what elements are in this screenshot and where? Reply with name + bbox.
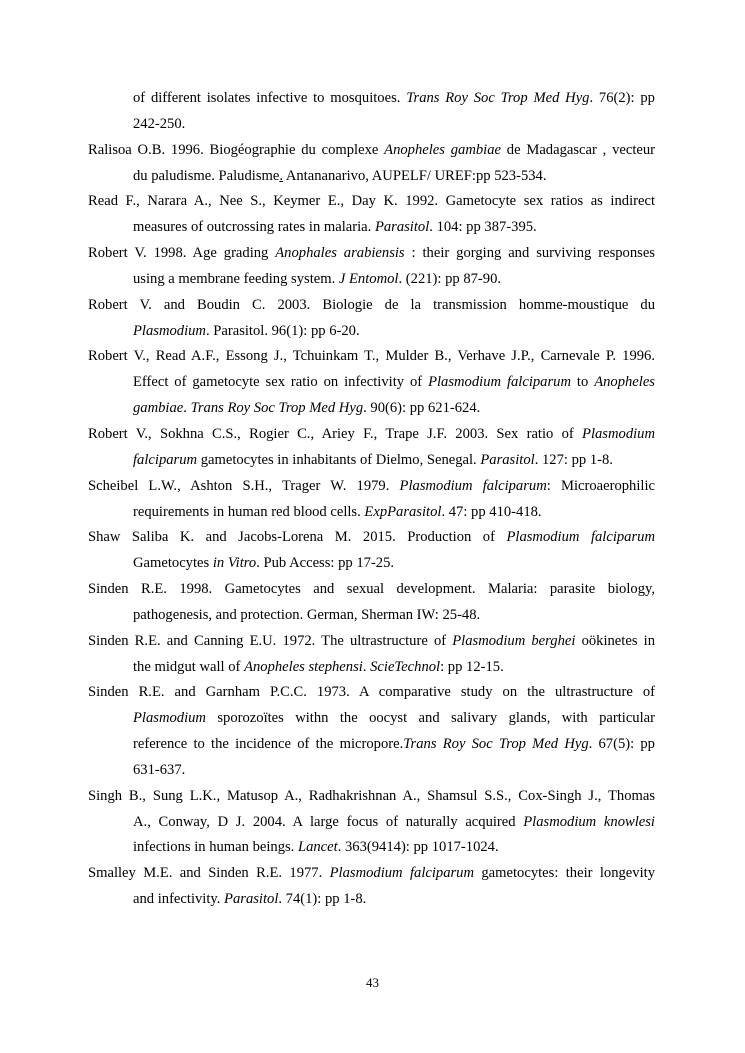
text-segment: Sinden R.E. and Garnham P.C.C. 1973. A comparative study on the ultrastructure of <box>88 684 655 701</box>
italic-text: ExpParasitol <box>364 503 442 520</box>
italic-text: gambiae <box>133 400 184 417</box>
italic-text: Plasmodium falciparum <box>506 529 655 546</box>
text-segment: de Madagascar , vecteur <box>501 141 656 158</box>
reference-line <box>88 138 655 164</box>
italic-text: Plasmodium berghei <box>452 632 576 649</box>
italic-text: Trans Roy Soc Trop Med Hyg <box>403 736 589 753</box>
reference-line <box>88 370 655 396</box>
text-segment: infections in human beings. <box>133 839 298 856</box>
text-segment: . Pub Access: pp 17-25. <box>256 555 395 572</box>
text-segment: Effect of gametocyte sex ratio on infectivity of <box>133 374 429 391</box>
reference-entry <box>88 474 655 526</box>
text-segment: . 104: pp 387-395. <box>429 219 537 236</box>
text-segment: Gametocytes <box>133 555 213 572</box>
italic-text: Plasmodium falciparum <box>428 374 571 391</box>
reference-entry <box>88 525 655 577</box>
reference-entry <box>88 629 655 681</box>
text-segment: and infectivity. <box>133 891 225 908</box>
text-segment: 242-250. <box>133 115 186 132</box>
reference-line <box>88 577 655 603</box>
text-segment: Robert V. 1998. Age grading <box>88 245 276 262</box>
italic-text: Plasmodium knowlesi <box>523 813 655 830</box>
reference-line <box>88 422 655 448</box>
text-segment: . 363(9414): pp 1017-1024. <box>337 839 499 856</box>
italic-text: Anopheles gambiae <box>384 141 501 158</box>
text-segment: oökinetes in <box>575 632 655 649</box>
italic-text: Plasmodium falciparum <box>329 865 475 882</box>
reference-line <box>88 215 655 241</box>
reference-line <box>88 344 655 370</box>
text-segment: gametocytes in inhabitants of Dielmo, Senegal. <box>197 451 481 468</box>
reference-line <box>88 241 655 267</box>
text-segment: Smalley M.E. and Sinden R.E. 1977. <box>88 865 330 882</box>
reference-line <box>88 655 655 681</box>
italic-text: Parasitol <box>480 451 535 468</box>
text-segment: . (221): pp 87-90. <box>398 270 502 287</box>
reference-line <box>88 784 655 810</box>
text-segment: using a membrane feeding system. <box>133 270 339 287</box>
text-segment: 631-637. <box>133 761 186 778</box>
italic-text: Trans Roy Soc Trop Med Hyg <box>190 400 364 417</box>
italic-text: ScieTechnol <box>370 658 441 675</box>
reference-line <box>88 680 655 706</box>
reference-entry <box>88 784 655 862</box>
text-segment: Robert V., Read A.F., Essong J., Tchuinkam T., Mulder B., Verhave J.P., Carnevale P. 1996. <box>88 348 655 365</box>
reference-entry <box>88 680 655 783</box>
text-segment: . <box>183 400 191 417</box>
reference-line <box>88 732 655 758</box>
reference-line <box>88 396 655 422</box>
reference-line <box>88 629 655 655</box>
text-segment: reference to the incidence of the micropore. <box>133 736 404 753</box>
text-segment: Read F., Narara A., Nee S., Keymer E., Day K. 1992. Gametocyte sex ratios as indirect <box>88 193 655 210</box>
italic-text: falciparum <box>133 451 198 468</box>
reference-line <box>88 525 655 551</box>
text-segment: . Parasitol. 96(1): pp 6-20. <box>205 322 360 339</box>
text-segment: measures of outcrossing rates in malaria. <box>133 219 375 236</box>
text-segment: . 90(6): pp 621-624. <box>363 400 481 417</box>
reference-entry <box>88 293 655 345</box>
text-segment: Sinden R.E. 1998. Gametocytes and sexual development. Malaria: parasite biology, <box>88 581 655 598</box>
text-segment: Scheibel L.W., Ashton S.H., Trager W. 1979. <box>88 477 400 494</box>
text-segment: Ralisoa O.B. 1996. Biogéographie du complexe <box>88 141 385 158</box>
text-segment: Shaw Saliba K. and Jacobs-Lorena M. 2015. Production of <box>88 529 507 546</box>
italic-text: Anopheles stephensi <box>244 658 363 675</box>
reference-entry <box>88 344 655 422</box>
reference-line <box>88 603 655 629</box>
reference-line <box>88 189 655 215</box>
reference-entry <box>88 422 655 474</box>
reference-line <box>88 86 655 112</box>
italic-text: Plasmodium <box>582 425 655 442</box>
reference-line <box>88 758 655 784</box>
text-segment: : their gorging and surviving responses <box>404 245 655 262</box>
reference-line <box>88 551 655 577</box>
reference-line <box>88 887 655 913</box>
italic-text: J Entomol <box>338 270 399 287</box>
page-number: 43 <box>366 975 379 990</box>
italic-text: Plasmodium falciparum <box>399 477 547 494</box>
text-segment: : Microaerophilic <box>546 477 655 494</box>
text-segment: Robert V. and Boudin C. 2003. Biologie de la transmission homme-moustique du <box>88 296 655 313</box>
text-segment: . 127: pp 1-8. <box>534 451 613 468</box>
text-segment: A., Conway, D J. 2004. A large focus of naturally acquired <box>133 813 524 830</box>
text-segment: sporozoïtes withn the oocyst and salivary glands, with particular <box>205 710 655 727</box>
reference-entry <box>88 86 655 138</box>
text-segment: . 76(2): pp <box>589 90 655 106</box>
text-segment: to <box>571 374 595 391</box>
text-segment: Singh B., Sung L.K., Matusop A., Radhakrishnan A., Shamsul S.S., Cox-Singh J., Thomas <box>88 787 655 804</box>
reference-line <box>88 474 655 500</box>
text-segment: . <box>362 658 371 675</box>
reference-line <box>88 500 655 526</box>
text-segment: . 47: pp 410-418. <box>441 503 542 520</box>
reference-entry <box>88 189 655 241</box>
text-segment: : pp 12-15. <box>440 658 504 675</box>
reference-entry <box>88 577 655 629</box>
reference-line <box>88 112 655 138</box>
italic-text: Trans Roy Soc Trop Med Hyg <box>406 90 590 106</box>
italic-text: Parasitol <box>374 219 430 236</box>
italic-text: Lancet <box>297 839 338 856</box>
italic-text: Parasitol <box>224 891 279 908</box>
text-segment: . 74(1): pp 1-8. <box>278 891 367 908</box>
reference-line <box>88 319 655 345</box>
italic-text: in Vitro <box>212 555 257 572</box>
text-segment: . 67(5): pp <box>588 736 655 753</box>
italic-text: Anopheles <box>594 374 655 391</box>
text-segment: Sinden R.E. and Canning E.U. 1972. The ultrastructure of <box>88 632 453 649</box>
reference-entry <box>88 861 655 913</box>
text-segment: the midgut wall of <box>133 658 245 675</box>
reference-line <box>88 835 655 861</box>
text-segment: Antananarivo, AUPELF/ UREF:pp 523-534. <box>283 167 547 184</box>
reference-line <box>88 810 655 836</box>
text-segment: requirements in human red blood cells. <box>133 503 365 520</box>
text-segment: Robert V., Sokhna C.S., Rogier C., Ariey F., Trape J.F. 2003. Sex ratio of <box>88 425 583 442</box>
reference-entry <box>88 241 655 293</box>
text-segment: of different isolates infective to mosquitoes. <box>133 90 407 106</box>
reference-line <box>88 293 655 319</box>
reference-line <box>88 164 655 190</box>
reference-line <box>88 861 655 887</box>
text-segment: gametocytes: their longevity <box>474 865 655 882</box>
italic-text: Plasmodium <box>133 322 206 339</box>
italic-text: Plasmodium <box>133 710 206 727</box>
reference-list <box>88 86 655 913</box>
reference-line <box>88 267 655 293</box>
reference-line <box>88 706 655 732</box>
italic-text: Anophales arabiensis <box>275 245 405 262</box>
reference-entry <box>88 138 655 190</box>
text-segment: pathogenesis, and protection. German, Sherman IW: 25-48. <box>133 606 481 623</box>
reference-line <box>88 448 655 474</box>
text-segment: . <box>279 167 283 184</box>
text-segment: du paludisme. Paludisme <box>133 167 280 184</box>
